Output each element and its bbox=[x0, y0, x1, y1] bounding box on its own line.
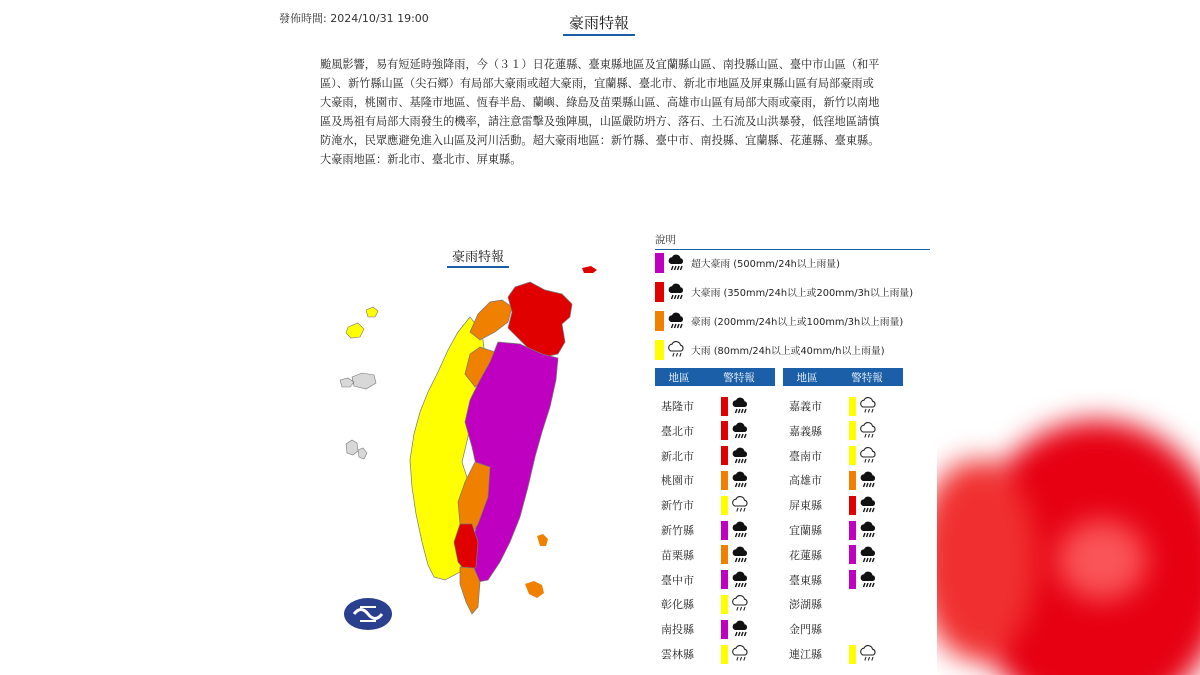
column-warning: 警特報 bbox=[723, 371, 755, 384]
rain-cloud-icon bbox=[731, 644, 751, 664]
warning-color-swatch bbox=[849, 397, 856, 416]
heavy-rain-cloud-icon bbox=[667, 253, 687, 273]
background-decoration bbox=[937, 0, 1200, 675]
table-row bbox=[655, 494, 751, 516]
taiwan-warning-map bbox=[330, 262, 610, 637]
warning-color-swatch bbox=[849, 545, 856, 564]
heavy-rain-cloud-icon bbox=[731, 520, 751, 540]
warning-color-swatch bbox=[849, 421, 856, 440]
table-row bbox=[783, 593, 849, 615]
warning-color-swatch bbox=[721, 397, 728, 416]
legend-label: 豪雨 (200mm/24h以上或100mm/3h以上雨量) bbox=[691, 317, 904, 328]
warning-color-swatch bbox=[849, 496, 856, 515]
table-row bbox=[783, 519, 879, 541]
region-name: 高雄市 bbox=[789, 474, 822, 488]
rain-cloud-icon bbox=[859, 421, 879, 441]
warning-color-swatch bbox=[721, 620, 728, 639]
heavy-rain-cloud-icon bbox=[859, 570, 879, 590]
heavy-rain-cloud-icon bbox=[667, 282, 687, 302]
region-name: 南投縣 bbox=[661, 623, 694, 637]
page-title: 豪雨特報 bbox=[563, 12, 635, 36]
table-row bbox=[655, 569, 751, 591]
heavy-rain-cloud-icon bbox=[859, 520, 879, 540]
column-warning: 警特報 bbox=[851, 371, 883, 384]
warning-color-swatch bbox=[849, 645, 856, 664]
table-row bbox=[783, 469, 879, 491]
heavy-rain-cloud-icon bbox=[731, 470, 751, 490]
rain-cloud-icon bbox=[859, 644, 879, 664]
kinmen-island bbox=[340, 373, 376, 389]
matsu-island bbox=[346, 323, 364, 338]
legend-color-swatch bbox=[655, 340, 664, 360]
heavy-rain-cloud-icon bbox=[731, 570, 751, 590]
heavy-rain-cloud-icon bbox=[731, 396, 751, 416]
warning-color-swatch bbox=[721, 570, 728, 589]
north-island bbox=[582, 266, 597, 273]
region-name: 澎湖縣 bbox=[789, 598, 822, 612]
region-name: 臺東縣 bbox=[789, 573, 822, 587]
warning-color-swatch bbox=[721, 446, 728, 465]
table-row bbox=[655, 519, 751, 541]
region-name: 雲林縣 bbox=[661, 648, 694, 661]
legend-color-swatch bbox=[655, 253, 664, 273]
legend-label: 大豪雨 (350mm/24h以上或200mm/3h以上雨量) bbox=[691, 288, 914, 299]
rain-cloud-icon bbox=[859, 396, 879, 416]
table-row bbox=[655, 643, 751, 665]
table-row bbox=[783, 618, 849, 640]
heavy-rain-cloud-icon bbox=[731, 446, 751, 466]
heavy-rain-cloud-icon bbox=[731, 421, 751, 441]
rain-cloud-icon bbox=[859, 446, 879, 466]
table-row bbox=[783, 494, 879, 516]
region-name: 臺北市 bbox=[661, 424, 694, 438]
legend-item bbox=[655, 339, 885, 361]
table-row bbox=[655, 469, 751, 491]
rain-cloud-icon bbox=[667, 340, 687, 360]
region-name: 金門縣 bbox=[789, 623, 822, 637]
warning-color-swatch bbox=[721, 421, 728, 440]
table-header-left bbox=[655, 368, 775, 386]
region-name: 嘉義市 bbox=[789, 400, 822, 413]
legend-color-swatch bbox=[655, 282, 664, 302]
region-name: 彰化縣 bbox=[661, 598, 694, 612]
table-row bbox=[655, 544, 751, 566]
table-row bbox=[655, 618, 751, 640]
table-row bbox=[655, 395, 751, 417]
column-region: 地區 bbox=[796, 371, 818, 384]
table-row bbox=[783, 643, 879, 665]
legend-label: 大雨 (80mm/24h以上或40mm/h以上雨量) bbox=[691, 346, 885, 357]
region-name: 新竹市 bbox=[661, 499, 694, 513]
cwa-logo-icon bbox=[344, 598, 392, 630]
legend-item bbox=[655, 310, 903, 332]
heavy-rain-cloud-icon bbox=[859, 545, 879, 565]
warning-color-swatch bbox=[721, 545, 728, 564]
table-row bbox=[655, 445, 751, 467]
region-name: 屏東縣 bbox=[789, 499, 822, 513]
region-taoyuan bbox=[470, 300, 512, 340]
region-name: 新北市 bbox=[661, 449, 694, 463]
region-name: 花蓮縣 bbox=[789, 548, 822, 562]
region-name: 宜蘭縣 bbox=[789, 524, 822, 537]
table-row bbox=[783, 420, 879, 442]
rain-cloud-icon bbox=[731, 495, 751, 515]
warning-color-swatch bbox=[849, 521, 856, 540]
table-row bbox=[655, 593, 751, 615]
green-island bbox=[537, 534, 548, 546]
warning-color-swatch bbox=[721, 521, 728, 540]
warning-color-swatch bbox=[721, 595, 728, 614]
issue-timestamp: 發佈時間: 2024/10/31 19:00 bbox=[279, 12, 429, 25]
legend-item bbox=[655, 281, 913, 303]
legend-heading: 說明 bbox=[655, 232, 930, 250]
table-row bbox=[783, 395, 879, 417]
region-name: 桃園市 bbox=[661, 474, 694, 488]
legend-label: 超大豪雨 (500mm/24h以上雨量) bbox=[691, 259, 840, 270]
warning-description: 颱風影響，易有短延時強降雨，今（３１）日花蓮縣、臺東縣地區及宜蘭縣山區、南投縣山區、臺中市山區（和平區）、新竹縣山區（尖石鄉）有局部大豪雨或超大豪雨，宜蘭縣、臺北市、新北市地區及屏東縣山區有局部豪雨或大豪雨，桃園市、基隆市地區、恆春半島、蘭嶼、綠島及苗栗縣山區、高雄市山區有局部大雨或豪雨，新竹以南地區及馬祖有局部大雨發生的機率，請注意雷擊及強陣風，山區嚴防坍方、落石、土石流及山洪暴發，低窪地區請慎防淹水，民眾應避免進入山區及河川活動。超大豪雨地區：新竹縣、臺中市、南投縣、宜蘭縣、花蓮縣、臺東縣。大豪雨地區：新北市、臺北市、屏東縣。 bbox=[320, 58, 880, 166]
heavy-rain-cloud-icon bbox=[859, 470, 879, 490]
legend-item bbox=[655, 252, 840, 274]
table-row bbox=[783, 445, 879, 467]
warning-color-swatch bbox=[849, 471, 856, 490]
map-title: 豪雨特報 bbox=[447, 246, 509, 268]
rain-cloud-icon bbox=[731, 594, 751, 614]
region-name: 苗栗縣 bbox=[661, 548, 694, 562]
heavy-rain-cloud-icon bbox=[731, 619, 751, 639]
table-row bbox=[783, 544, 879, 566]
heavy-rain-cloud-icon bbox=[667, 311, 687, 331]
table-header-right bbox=[783, 368, 903, 386]
region-name: 臺南市 bbox=[789, 449, 822, 463]
region-name: 基隆市 bbox=[661, 400, 694, 413]
region-name: 臺中市 bbox=[661, 573, 694, 587]
warning-color-swatch bbox=[849, 570, 856, 589]
region-name: 新竹縣 bbox=[661, 524, 694, 537]
region-name: 連江縣 bbox=[789, 648, 822, 661]
warning-color-swatch bbox=[721, 496, 728, 515]
heavy-rain-cloud-icon bbox=[731, 545, 751, 565]
warning-color-swatch bbox=[849, 446, 856, 465]
penghu-island bbox=[346, 440, 367, 459]
heavy-rain-cloud-icon bbox=[859, 495, 879, 515]
matsu-island bbox=[366, 307, 378, 317]
orchid-island bbox=[525, 581, 544, 598]
table-row bbox=[783, 569, 879, 591]
legend-color-swatch bbox=[655, 311, 664, 331]
region-name: 嘉義縣 bbox=[789, 424, 822, 438]
column-region: 地區 bbox=[668, 371, 690, 384]
warning-color-swatch bbox=[721, 471, 728, 490]
warning-color-swatch bbox=[721, 645, 728, 664]
table-row bbox=[655, 420, 751, 442]
